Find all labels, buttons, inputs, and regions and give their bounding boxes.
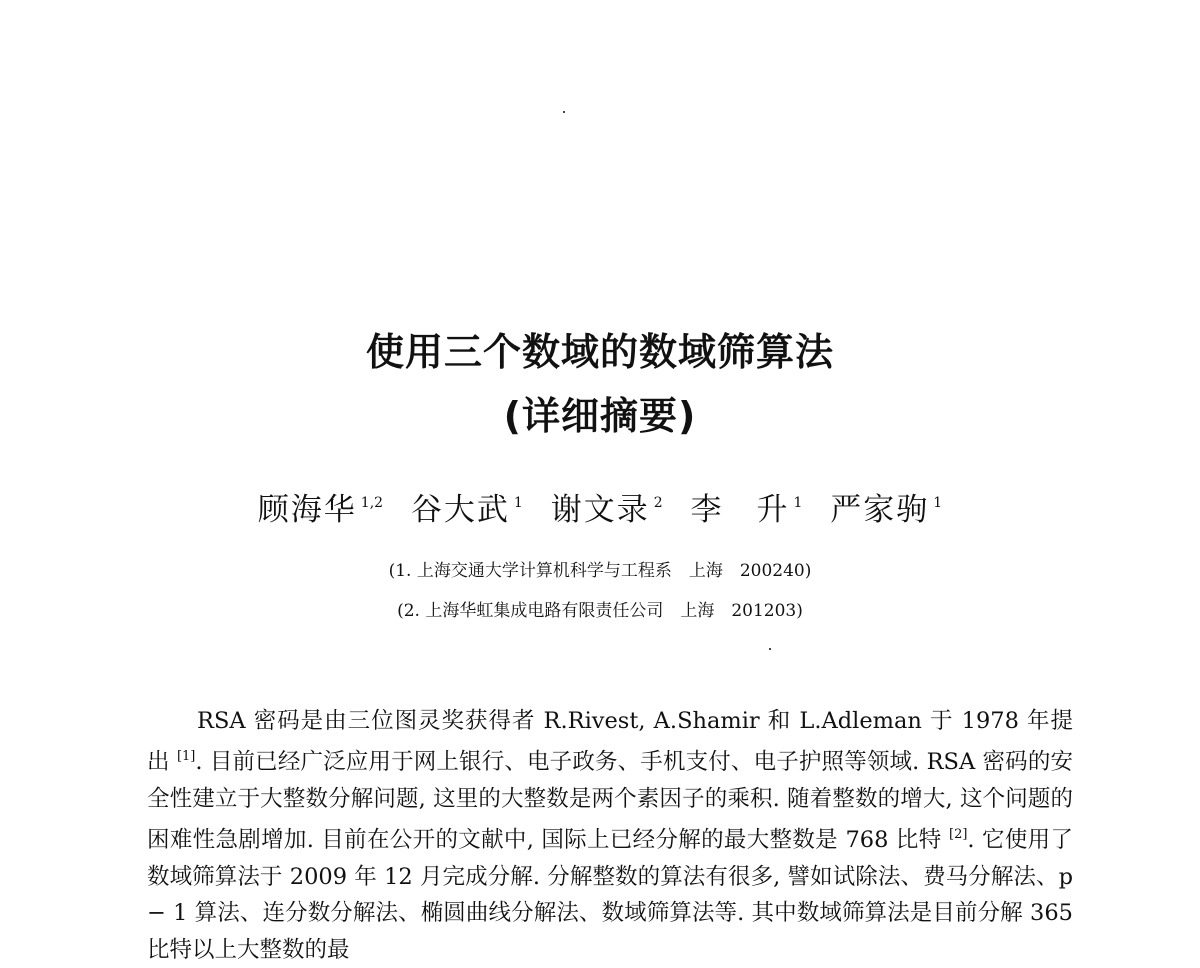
paragraph-text: . 目前已经广泛应用于网上银行、电子政务、手机支付、电子护照等领域. RSA 密码的安全性建立于大整数分解问题, 这里的大整数是两个素因子的乘积. 随着整数的增大, 这个问题的困难性急剧增加. 目前在公开的文献中, 国际上已经分解的最大整数是 768 比特 bbox=[147, 749, 1073, 853]
citation-ref[interactable]: [2] bbox=[949, 827, 967, 842]
author-name: 严家驹 bbox=[830, 492, 929, 528]
author-affil-mark: 1 bbox=[793, 495, 802, 511]
author bbox=[551, 492, 663, 528]
author bbox=[830, 492, 942, 528]
abstract-paragraph bbox=[147, 703, 1073, 968]
author bbox=[411, 492, 523, 528]
paragraph-text: . 它使用了数域筛算法于 2009 年 12 月完成分解. 分解整数的算法有很多, 譬如试除法、费马分解法、p − 1 算法、连分数分解法、椭圆曲线分解法、数域筛算法等. 其中数域筛算法是目前分解 365 比特以上大整数的最 bbox=[147, 827, 1073, 963]
author-list bbox=[0, 495, 1200, 526]
affiliation-1: (1. 上海交通大学计算机科学与工程系 上海 200240) bbox=[0, 563, 1200, 580]
author bbox=[690, 492, 802, 528]
author-name: 顾海华 bbox=[258, 492, 357, 528]
author-name: 谷大武 bbox=[411, 492, 510, 528]
author-name: 李 升 bbox=[690, 492, 789, 528]
author-affil-mark: 1 bbox=[933, 495, 942, 511]
scan-speck bbox=[563, 111, 565, 113]
paragraph-text: RSA 密码是由三位图灵奖获得者 R.Rivest, A.Shamir 和 L.Adleman 于 1978 年提出 bbox=[147, 708, 1073, 776]
author-name: 谢文录 bbox=[551, 492, 650, 528]
author-affil-mark: 2 bbox=[654, 495, 663, 511]
citation-ref[interactable]: [1] bbox=[177, 749, 195, 764]
paper-title: 使用三个数域的数域筛算法 bbox=[0, 333, 1200, 371]
paper-subtitle: (详细摘要) bbox=[0, 397, 1200, 435]
author-affil-mark: 1 bbox=[514, 495, 523, 511]
affiliation-2: (2. 上海华虹集成电路有限责任公司 上海 201203) bbox=[0, 603, 1200, 620]
author-affil-mark: 1,2 bbox=[361, 495, 383, 511]
author bbox=[258, 492, 383, 528]
scan-speck bbox=[769, 648, 771, 650]
